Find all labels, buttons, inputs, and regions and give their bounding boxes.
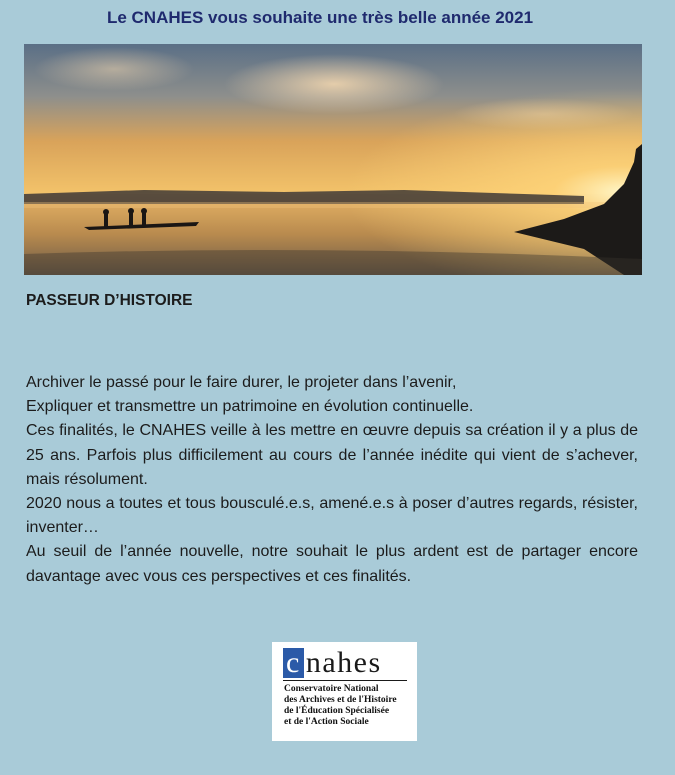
page-title: Le CNAHES vous souhaite une très belle année 2021	[106, 8, 534, 27]
logo-initial: c	[283, 648, 304, 678]
logo-subtitle-line: de l'Éducation Spécialisée	[284, 706, 390, 716]
cnahes-logo	[272, 642, 417, 741]
logo-wordmark	[283, 646, 382, 680]
body-line: Expliquer et transmettre un patrimoine en évolution continuelle.	[26, 398, 474, 416]
body-paragraph: Ces finalités, le CNAHES veille à les mettre en œuvre depuis sa création il y a plus de 25 ans. Parfois plus difficilement au cours de l’année inédite qui vient de s’achever, mais résolument.	[26, 422, 638, 488]
body-paragraph: Au seuil de l’année nouvelle, notre souhait le plus ardent est de partager encore davantage avec vous ces perspectives et ces finalités.	[26, 543, 638, 585]
sunset-lake-photo	[24, 44, 642, 275]
logo-subtitle-line: des Archives et de l'Histoire	[284, 695, 397, 705]
body-text	[26, 371, 638, 589]
body-line: Archiver le passé pour le faire durer, le projeter dans l’avenir,	[26, 374, 457, 391]
section-heading: PASSEUR D’HISTOIRE	[26, 292, 193, 309]
logo-subtitle	[284, 684, 414, 728]
logo-rest: nahes	[305, 646, 382, 679]
logo-subtitle-line: Conservatoire National	[284, 684, 379, 694]
body-paragraph: 2020 nous a toutes et tous bousculé.e.s, amené.e.s à poser d’autres regards, résister, inventer…	[26, 495, 638, 537]
logo-divider	[283, 680, 407, 681]
logo-subtitle-line: et de l'Action Sociale	[284, 717, 369, 727]
